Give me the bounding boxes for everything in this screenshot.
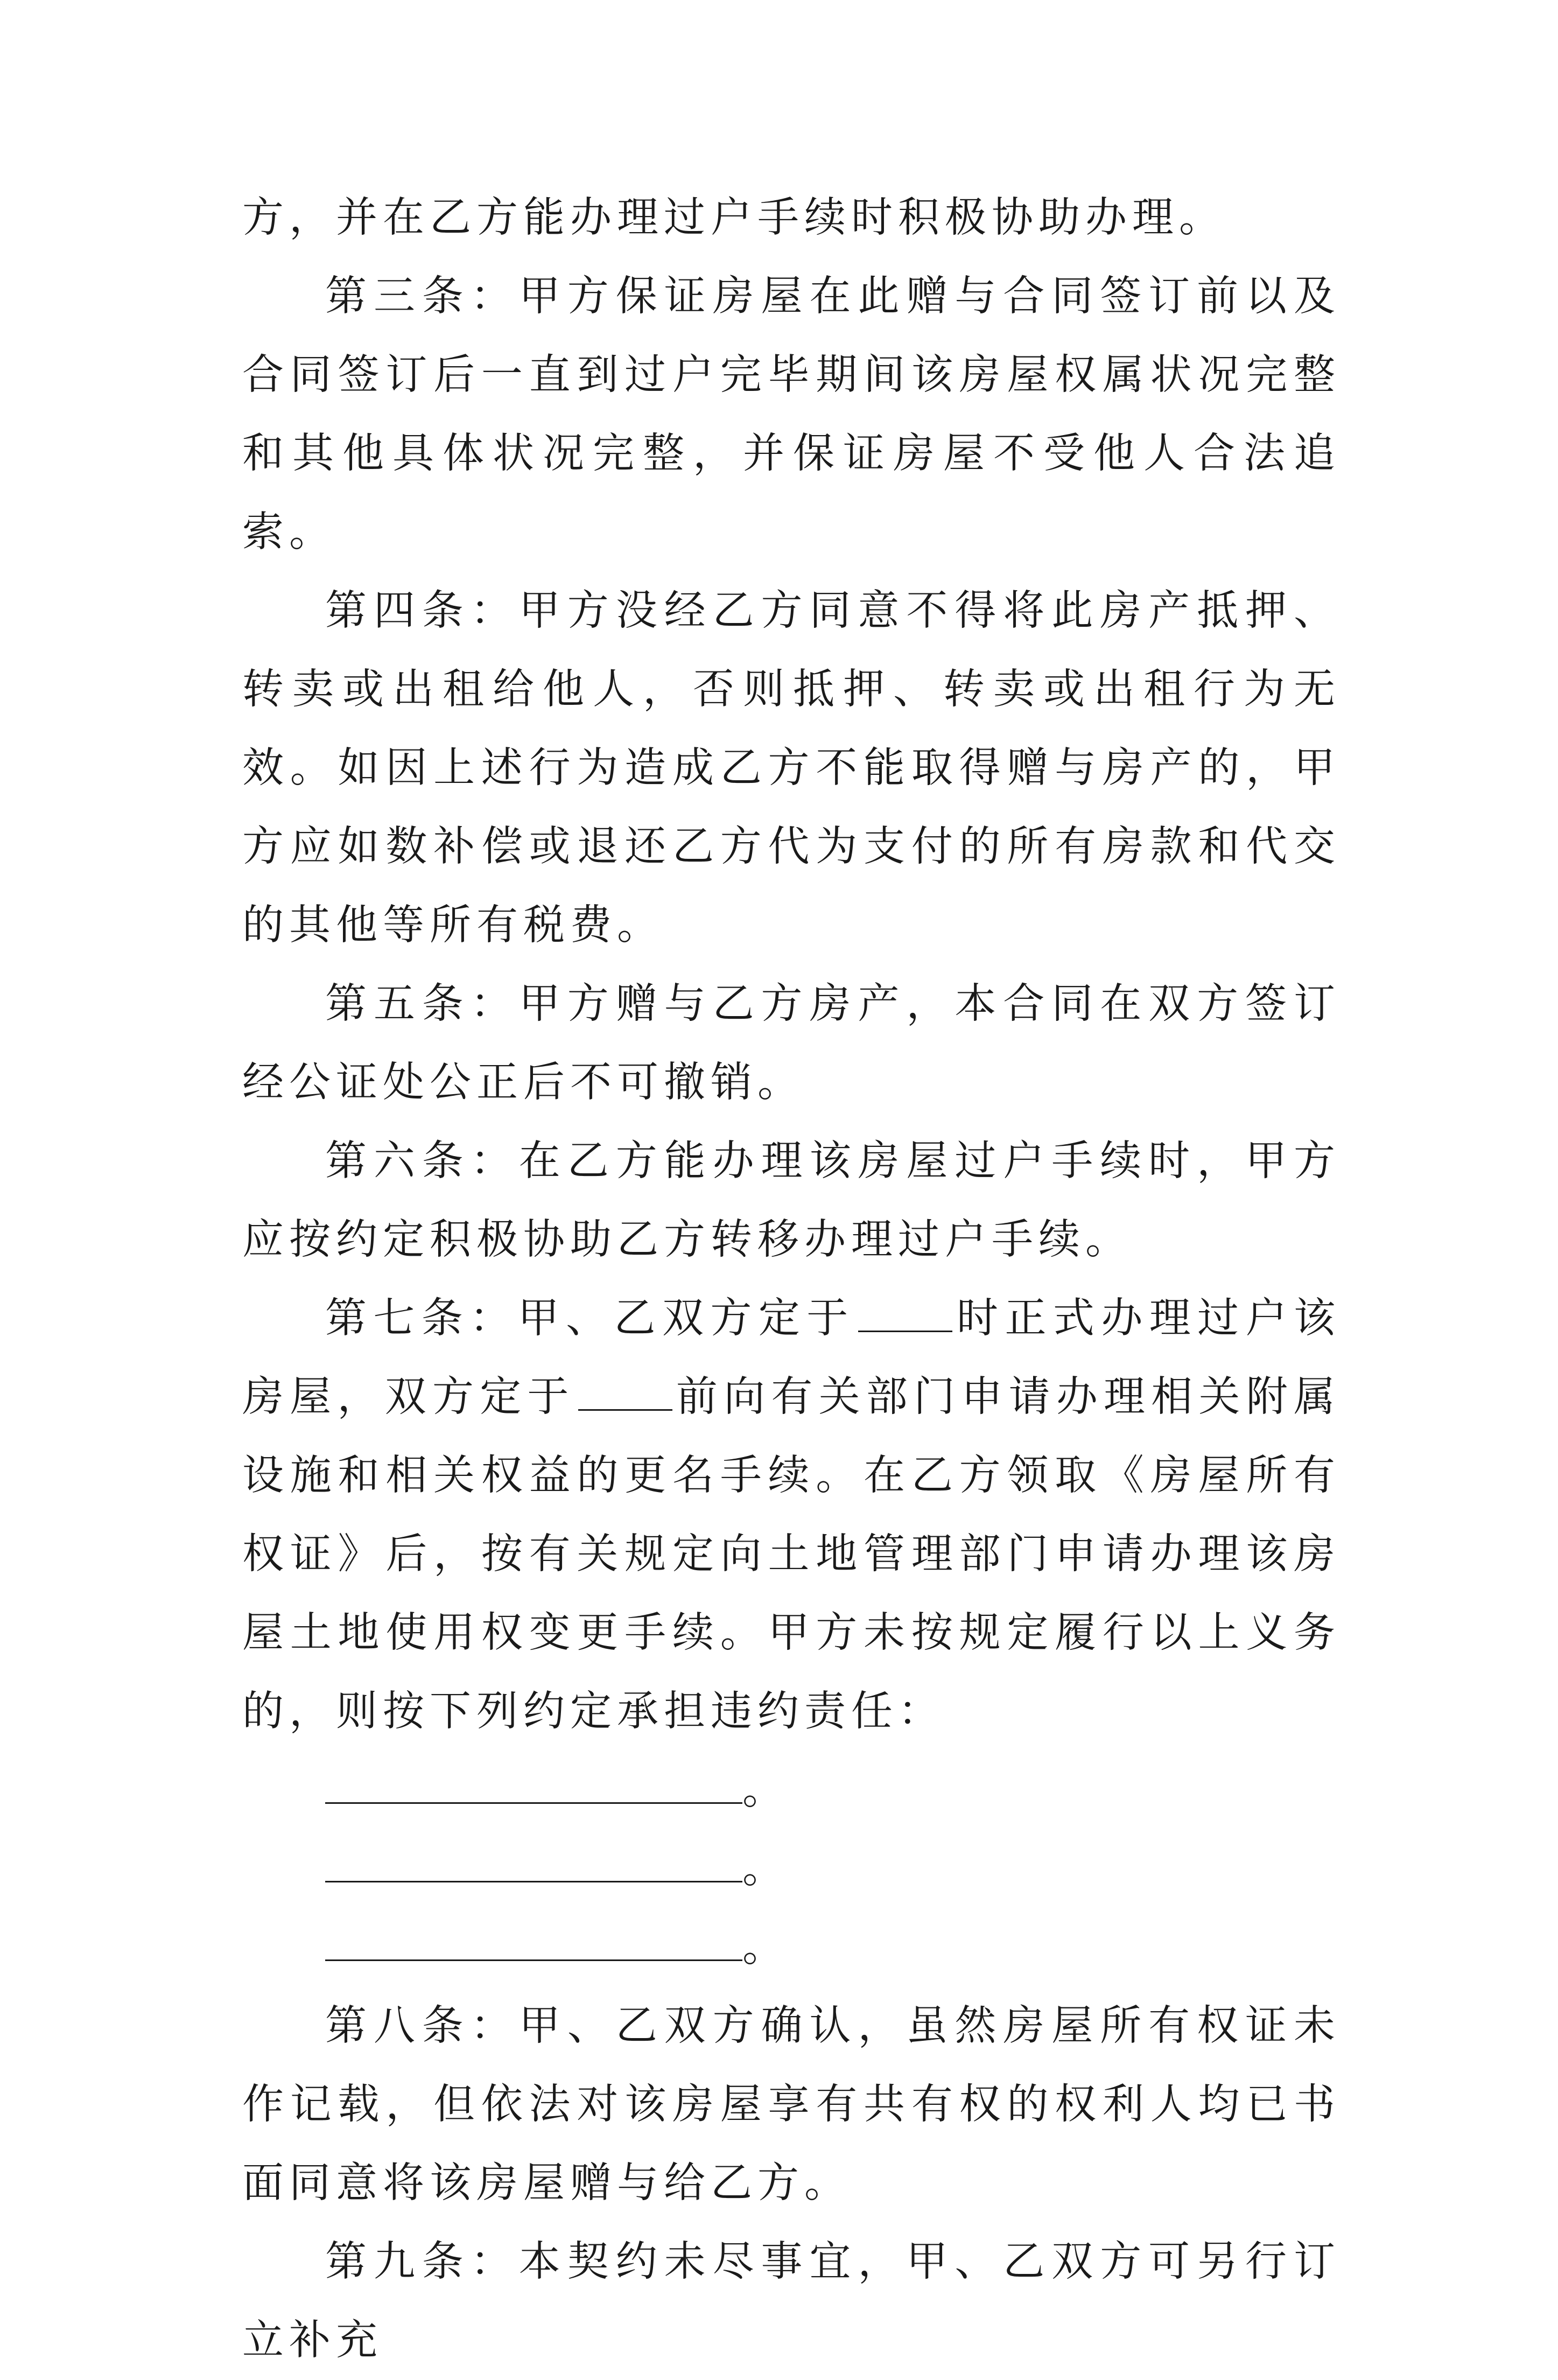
contract-body [242, 179, 1341, 2380]
article-7-part2: 时正式办理过户该房屋，双方定于 [242, 1294, 1341, 1421]
fill-in-line [325, 1927, 742, 1961]
liability-blank-3 [242, 1908, 1341, 1987]
date-blank-1 [858, 1298, 952, 1332]
article-7-part3: 前向有关部门申请办理相关附属设施和相关权益的更名手续。在乙方领取《房屋所有权证》后，按有关规定向土地管理部门申请办理该房屋土地使用权变更手续。甲方未按规定履行以上义务的，则按下列约定承担违约责任： [242, 1373, 1341, 1735]
liability-blank-1 [242, 1751, 1341, 1830]
article-6: 第六条：在乙方能办理该房屋过户手续时，甲方应按约定积极协助乙方转移办理过户手续。 [242, 1137, 1341, 1264]
date-blank-2 [578, 1377, 672, 1411]
article-4: 第四条：甲方没经乙方同意不得将此房产抵押、转卖或出租给他人，否则抵押、转卖或出租行为无效。如因上述行为造成乙方不能取得赠与房产的，甲方应如数补偿或退还乙方代为支付的所有房款和代交的其他等所有税费。 [242, 587, 1341, 949]
article-9: 第九条：本契约未尽事宜，甲、乙双方可另行订立补充 [242, 2238, 1341, 2364]
blank-period: 。 [742, 1766, 789, 1814]
paragraph-continuation: 方，并在乙方能办理过户手续时积极协助办理。 [242, 194, 1226, 242]
article-5: 第五条：甲方赠与乙方房产，本合同在双方签订经公证处公正后不可撤销。 [242, 980, 1341, 1107]
article-7 [242, 1279, 1341, 1751]
article-7-part1: 第七条：甲、乙双方定于 [325, 1294, 855, 1342]
blank-period: 。 [742, 1923, 789, 1971]
blank-period: 。 [742, 1845, 789, 1893]
article-8: 第八条：甲、乙双方确认，虽然房屋所有权证未作记载，但依法对该房屋享有共有权的权利人均已书面同意将该房屋赠与给乙方。 [242, 2002, 1341, 2207]
fill-in-line [325, 1770, 742, 1804]
article-3: 第三条：甲方保证房屋在此赠与合同签订前以及合同签订后一直到过户完毕期间该房屋权属状况完整和其他具体状况完整，并保证房屋不受他人合法追索。 [242, 272, 1341, 556]
liability-blank-2 [242, 1830, 1341, 1908]
fill-in-line [325, 1849, 742, 1882]
